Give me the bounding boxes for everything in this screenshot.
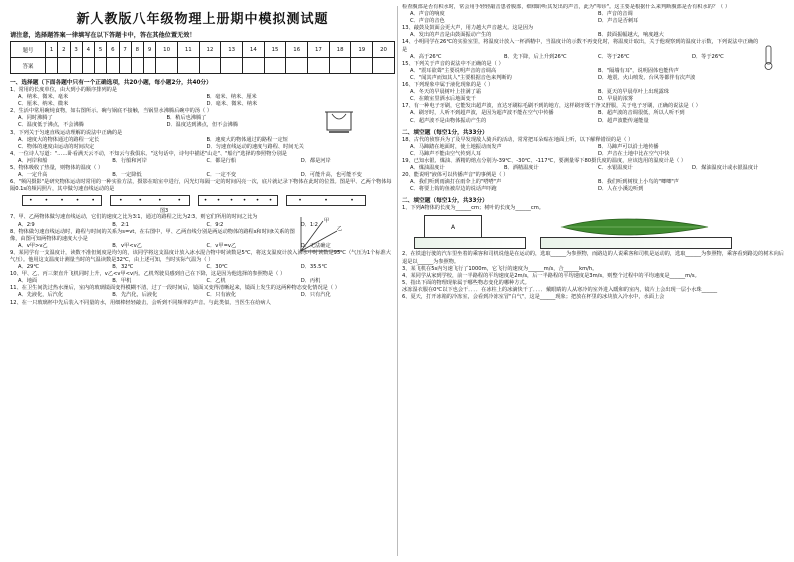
leaf-image <box>560 217 710 237</box>
answer-cell[interactable] <box>199 58 221 74</box>
thermometer-figure <box>758 45 780 71</box>
option[interactable]: A．2∶9 <box>18 221 35 228</box>
answer-cell[interactable] <box>351 58 373 74</box>
option[interactable]: D．早晨的浓雾 <box>598 96 634 103</box>
answer-cell[interactable] <box>46 58 58 74</box>
ruler <box>540 237 732 249</box>
question-text: 4、一位诗人写道："……卧看满天云不动，不知云与我俱东。"这句话中，诗句中描述"山走"、"船行"选择的参照物分别是 <box>10 150 287 157</box>
question-options <box>402 179 786 193</box>
option[interactable]: B．32℃ <box>112 264 134 271</box>
option[interactable]: B．v甲<v乙 <box>112 242 142 249</box>
ruler-leaf-figure <box>540 215 730 249</box>
option[interactable]: D．35.5℃ <box>300 264 328 271</box>
question-options <box>402 89 786 103</box>
left-column <box>10 4 395 558</box>
answer-num-cell: 2 <box>58 42 70 58</box>
question-text: 10、甲、乙、丙三架直升飞机同时上升，v乙<v甲<v丙。乙机驾驶员感到自己在下降，这是因为他选择的参照物是（ ） <box>10 271 286 278</box>
strobe-strip-a: • • • • • <box>22 195 102 206</box>
question-options <box>402 165 786 172</box>
answer-cell[interactable] <box>58 58 70 74</box>
option[interactable]: A．纳米、微米、毫米 <box>18 94 69 101</box>
option[interactable]: A．我们听到雨滴打在雨伞上的"嗒嗒"声 <box>410 179 502 186</box>
question-text: 6、夏天，打开冰箱的冷冻室，会看到冷冻室冒"白气"，这是______现象；把放在杯里的冰块放入冷水中，水面上会 <box>402 294 665 300</box>
option[interactable]: A．"震耳欲聋"主要说明声音的音调高 <box>410 67 497 74</box>
option[interactable]: D．只有汽化 <box>300 292 331 299</box>
option[interactable]: A．煤油温度计 <box>410 164 445 171</box>
answer-table-answer-row <box>11 58 395 74</box>
answer-num-cell: 3 <box>70 42 82 58</box>
question-options <box>402 54 786 61</box>
strobe-strip-b: • • • • <box>110 195 190 206</box>
right-column <box>402 4 786 558</box>
section-heading: 二、填空题（每空1分，共33分） <box>402 129 488 136</box>
answer-cell[interactable] <box>119 58 131 74</box>
answer-table-head: 答案 <box>11 58 46 74</box>
strobe-strip-c: • • • • • • <box>198 195 278 206</box>
option[interactable]: C．超声波不是由物体振动产生的 <box>410 117 487 124</box>
ruler-figures <box>414 215 786 249</box>
question-text: 18、古代的侦察兵为了及早发现敌人骑兵的活动，常常把耳朵贴在地面上听，以下解释错误的是（ ） <box>402 136 634 143</box>
answer-cell[interactable] <box>82 58 94 74</box>
answer-cell[interactable] <box>144 58 156 74</box>
option[interactable]: C．温度低于沸点，不会沸腾 <box>18 122 84 129</box>
answer-num-cell: 8 <box>131 42 143 58</box>
option[interactable]: D．等于26℃ <box>692 53 724 60</box>
option[interactable]: A．冬天的早晨树叶上挂满了霜 <box>410 89 481 96</box>
question-text: 1、下列A物体的长度为______cm；树叶的长度为______cm。 <box>402 205 544 212</box>
question-options <box>10 292 395 299</box>
answer-num-cell: 16 <box>286 42 308 58</box>
option[interactable]: C．厘米、纳米、微米 <box>18 101 69 108</box>
option[interactable]: B．超声波的音调很低，所以人听不到 <box>598 110 685 117</box>
option[interactable]: D．匀速直线运动的速度与路程、时间无关 <box>206 143 304 150</box>
section-heading: 二、填空题（每空1分，共33分） <box>402 198 488 205</box>
option[interactable]: A．高于26℃ <box>410 53 442 60</box>
question-text: 11、在卫生间洗过热水澡后，室内的玻璃镜面变得模糊不清，过了一段时间后，镜面又变得清晰起来，镜面上发生的这两种物态变化情况是（ ） <box>10 285 340 292</box>
question-text: 12、在一只玻璃杯中先后装入不同量的水，用细棒轻轻敲击，会听到不同频率的声音。与此类似，当医生在给病人 <box>10 299 271 306</box>
question-text: 19、已知水银、煤油、酒精的熔点分别为-39℃、-30℃、-117℃，要测量零下80摄氏度的温度，应该选用的温度计是（ ） <box>402 157 687 164</box>
strobe-strip-d: • • • <box>286 195 366 206</box>
answer-num-cell: 13 <box>221 42 243 58</box>
option[interactable]: B．稍后也沸腾了 <box>166 115 207 122</box>
answer-cell[interactable] <box>131 58 143 74</box>
option[interactable]: B．先下降，后上升到26℃ <box>504 53 567 60</box>
question-options <box>402 68 786 82</box>
answer-cell[interactable] <box>156 58 178 74</box>
option[interactable]: C．将要上钩的鱼被岸边的说话声吓跑 <box>410 186 497 193</box>
question-options <box>10 158 395 165</box>
question-text: 5、指出下面的物理现象属于哪些物态变化的哪种方式。 <box>402 279 530 286</box>
option[interactable]: B．鼓面振幅越大，响度越大 <box>598 32 664 39</box>
answer-cell[interactable] <box>243 58 265 74</box>
answer-num-cell: 18 <box>329 42 351 58</box>
st-graph-figure <box>295 213 345 255</box>
option[interactable]: D．1∶2 <box>300 221 318 228</box>
answer-cell[interactable] <box>308 58 330 74</box>
option[interactable]: D．丙机 <box>300 278 321 285</box>
question-options <box>402 110 786 124</box>
option[interactable]: B．毫米、纳米、厘米 <box>206 94 257 101</box>
answer-num-cell: 11 <box>177 42 199 58</box>
option[interactable]: B．先汽化，后液化 <box>112 292 158 299</box>
question-text: 3、某飞机在5s内匀速飞行了1000m，它飞行的速度为______m/s，合______km/h。 <box>402 265 598 272</box>
option[interactable]: B．夏天的早晨草叶上出现露珠 <box>598 89 669 96</box>
option[interactable]: A．马蹄踏在地面时，使土地振动而发声 <box>410 143 502 150</box>
option[interactable]: C．声音的音色 <box>410 18 445 25</box>
option[interactable]: C．只有液化 <box>206 292 237 299</box>
option[interactable]: C．v甲=v乙 <box>206 242 237 249</box>
answer-num-cell: 12 <box>199 42 221 58</box>
answer-cell[interactable] <box>264 58 286 74</box>
option[interactable]: C．物体的速度由运动的时间决定 <box>18 143 95 150</box>
question-text: 20、能说明"液体可以传播声音"的事例是（ ） <box>402 172 509 179</box>
option[interactable]: D．煤油温度计或水银温度计 <box>692 164 759 171</box>
option[interactable]: A．发出的声音是由鼓面振动产生的 <box>410 32 492 39</box>
option[interactable]: A．先液化，后汽化 <box>18 292 64 299</box>
question-text: 5、物体吸收了热量，则物体的温度（ ） <box>10 165 104 172</box>
option[interactable]: B．一定降低 <box>112 172 142 179</box>
question-text: 4、某同学从家到学校，前一半路程的平均速度是2m/s，后一半路程的平均速度是3m/s，则整个过程中的平均速度是______m/s。 <box>402 272 700 279</box>
question-text: 8、物体做匀速直线运动时，路程与时间的关系为s=vt，在右图中，甲、乙两直线分别是两运动物体的路程s和时间t关系的图像，由图可知两物体的速度大小是 <box>10 228 295 242</box>
answer-num-cell: 20 <box>373 42 395 58</box>
question-text: 检查腹部是否有积水时，常会用手轻轻敲击患者腹部，细细聆听其发出的声音，此为"叩诊"。这主要是根据什么来判断腹部是否有积水的？（ ） <box>402 4 731 10</box>
answer-cell[interactable] <box>329 58 351 74</box>
page-title: 新人教版八年级物理上册期中模拟测试题 <box>76 12 329 27</box>
question-text: 1、常用的长度单位，由大到小的顺序排列的是 <box>10 87 118 93</box>
option[interactable]: D．声音是否刺耳 <box>598 18 639 25</box>
option[interactable]: D．声音在土地中比在空气中快 <box>598 150 670 157</box>
ruler-block-figure <box>414 215 524 249</box>
question-text: 2、在铁道行驶的汽车里坐着的乘客和司机说他是在运动的，选取______为参照物，而路边的人说乘客和司机是运动的，选取______为参照物，乘客看到路边的树木向后退是以______为参照物。 <box>402 251 784 265</box>
question-text: 14、小明同学在26℃的实验室里，将温度计放入一杯酒精中，当温度计的示数不再变化时，将温度计取出，关于他观察到的温度计示数，下列说法中正确的是 <box>402 39 759 53</box>
question-options <box>402 11 786 25</box>
option[interactable]: C．在敞室里洒水后地面变干 <box>410 96 476 103</box>
option[interactable]: C．9∶2 <box>206 221 224 228</box>
option[interactable]: A．速度大的物体通过的路程一定长 <box>18 136 100 143</box>
option[interactable]: C．30℃ <box>206 264 228 271</box>
answer-num-cell: 5 <box>95 42 107 58</box>
question-options <box>10 137 395 151</box>
option[interactable]: A．河岸和船 <box>18 157 48 164</box>
option[interactable]: D．可能升高，也可能不变 <box>300 172 362 179</box>
option[interactable]: C．乙机 <box>206 278 226 285</box>
option[interactable]: D．温度达到沸点，但不会沸腾 <box>166 122 238 129</box>
answer-num-cell: 19 <box>351 42 373 58</box>
option[interactable]: A．29℃ <box>18 264 40 271</box>
option[interactable]: A．刷牙时，人听不到超声波，是因为超声波不能在空气中传播 <box>410 110 554 117</box>
notice: 请注意，选择题答案一律填写在以下答题卡中，答在其他位置无效！ <box>10 32 196 39</box>
question-text: 13、敲鼓及鼓面会更大声，用力越大声音越大。这是因为 <box>402 25 534 32</box>
option[interactable]: D．人在小溪边听到 <box>598 186 644 193</box>
option[interactable]: A．声音的响度 <box>410 11 445 18</box>
option[interactable]: D．地震、火山喷发、台风等都伴有次声波 <box>598 74 696 81</box>
option[interactable]: B．甲机 <box>112 278 132 285</box>
question-text: 2、生活中常用碗炖食物，如右图所示。碗与锅底不接触，当锅里水沸腾后碗中的汤（ ） <box>10 108 213 115</box>
question-text: 17、有一种电子牙刷，它能发出超声波，直达牙刷棕毛刷不到的地方，这样刷牙既干净又舒服，关于电子牙刷，正确的说法是（ ） <box>402 103 701 110</box>
answer-num-cell: 14 <box>243 42 265 58</box>
figure-caption: 图3 <box>160 208 169 215</box>
answer-table-number-row <box>11 42 395 58</box>
option[interactable]: D．超声波能传递能量 <box>598 117 649 124</box>
option[interactable]: A．同时沸腾了 <box>18 115 53 122</box>
answer-cell[interactable] <box>177 58 199 74</box>
option[interactable]: D．都是河岸 <box>300 157 331 164</box>
answer-cell[interactable] <box>221 58 243 74</box>
answer-cell[interactable] <box>107 58 119 74</box>
question-text: 16、下列现象中属于液化现象的是（ ） <box>402 82 494 89</box>
answer-cell[interactable] <box>286 58 308 74</box>
answer-cell[interactable] <box>70 58 82 74</box>
question-text: 3、下列关于匀速直线运动理解的说法中正确的是 <box>10 129 123 136</box>
answer-table-head: 题号 <box>11 42 46 58</box>
option[interactable]: D．毫米、微米、纳米 <box>206 101 258 108</box>
svg-text:甲: 甲 <box>324 217 330 224</box>
answer-num-cell: 1 <box>46 42 58 58</box>
option[interactable]: C．等于26℃ <box>598 53 630 60</box>
section-heading: 一、选择题（下面各题中只有一个正确选项，共20小题，每小题2分，共40分） <box>10 80 212 86</box>
question-options <box>10 94 395 108</box>
question-text: 6、"频闪摄影"是研究物体运动时常用的一种实验方法，摄影在暗室中进行，闪光灯每隔一定的时间闪亮一次，底片就记录下物体在此时的位置。图是甲、乙两个物体每隔0.1s的频闪照片，其中做匀速直线运动的是 <box>10 179 392 193</box>
svg-text:乙: 乙 <box>337 225 343 232</box>
pot-figure <box>323 108 357 134</box>
answer-num-cell: 15 <box>264 42 286 58</box>
option[interactable]: C．"闻其声而知其人"主要根据音色来判断的 <box>410 74 512 81</box>
option[interactable]: D．无法确定 <box>300 242 331 249</box>
answer-num-cell: 17 <box>308 42 330 58</box>
option[interactable]: B．酒精温度计 <box>504 164 539 171</box>
answer-num-cell: 7 <box>119 42 131 58</box>
question-text: 9、某同学有一支温度计，读数不准但刻度是均匀的，该同学将这支温度计放入冰水混合物中时读数是5℃，将这支温度计放入沸水中时读数是95℃（气压为1个标准大气压）。他用这支温度计测量当时的气温读数是32℃，由上述可知，当时实际气温为（ ） <box>10 249 391 263</box>
question-text: 冰冻湿衣服在0℃以下也会干．．．．在冰柱上的冰滴快干了．．．．戴眼睛的人从寒冷的室外进入暖和的室内，镜片上会出现一层小水珠______ <box>402 286 718 293</box>
option[interactable]: A．地面 <box>18 278 38 285</box>
answer-num-cell: 4 <box>82 42 94 58</box>
answer-cell[interactable] <box>95 58 107 74</box>
answer-table <box>10 41 395 74</box>
option[interactable]: C．都是行船 <box>206 157 237 164</box>
option[interactable]: B．行船和河岸 <box>112 157 147 164</box>
answer-cell[interactable] <box>373 58 395 74</box>
option[interactable]: C．马蹄声不能由空气传到人耳 <box>410 150 482 157</box>
option[interactable]: A．一定升高 <box>18 172 48 179</box>
option[interactable]: A．v甲>v乙 <box>18 242 48 249</box>
answer-num-cell: 6 <box>107 42 119 58</box>
option[interactable]: B．"隔墙有耳"，说明固体也能传声 <box>598 67 679 74</box>
option[interactable]: C．一定不变 <box>206 172 237 179</box>
question-options <box>402 144 786 158</box>
column-divider <box>397 6 398 556</box>
block-a: A <box>424 215 482 239</box>
ruler <box>414 237 526 249</box>
option[interactable]: B．马蹄声可以沿土地传播 <box>598 143 659 150</box>
option[interactable]: B．我们听到树枝上小鸟的"唧唧"声 <box>598 179 679 186</box>
option[interactable]: C．水银温度计 <box>598 164 633 171</box>
answer-num-cell: 9 <box>144 42 156 58</box>
question-text: 7、甲、乙两物体做匀速直线运动，它们的速度之比为3∶1，通过的路程之比为2∶3，则它们所用的时间之比为 <box>10 214 258 221</box>
answer-num-cell: 10 <box>156 42 178 58</box>
option[interactable]: B．声音的音调 <box>598 11 633 18</box>
question-text: 15、下列关于声音的说法中不正确的是（ ） <box>402 60 504 67</box>
option[interactable]: B．速度大的物体通过的路程一定短 <box>206 136 288 143</box>
option[interactable]: B．2∶1 <box>112 221 129 228</box>
strobe-photos <box>22 195 395 206</box>
